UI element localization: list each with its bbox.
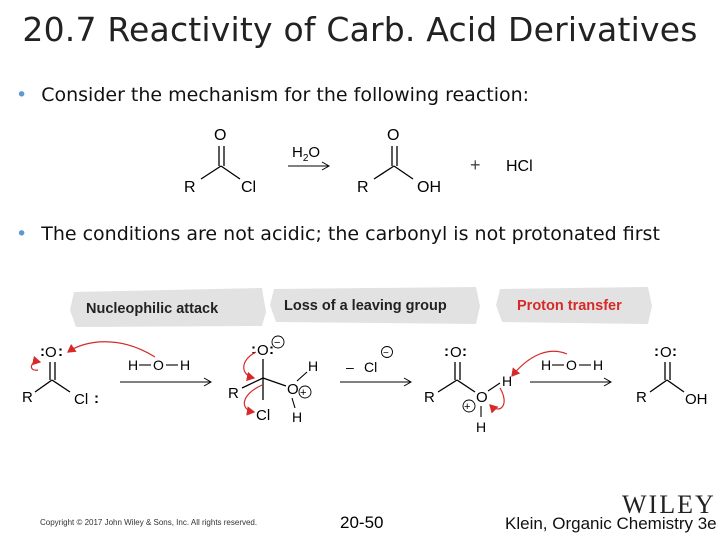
mech-arrow-2 <box>340 347 411 387</box>
svg-text:H: H <box>128 357 139 373</box>
curved-arrow <box>512 351 567 376</box>
svg-text:+: + <box>300 387 307 399</box>
step-band-leaving-group <box>270 287 480 324</box>
svg-text:O: O <box>660 344 672 361</box>
mech-water <box>128 357 190 373</box>
mech-tetrahedral-intermediate <box>228 336 318 425</box>
mech-protonated-acid <box>424 343 512 435</box>
svg-text:O: O <box>257 342 269 359</box>
slide-title: 20.7 Reactivity of Carb. Acid Derivatives <box>22 10 698 49</box>
svg-text:H: H <box>308 358 319 374</box>
byproduct-label: HCl <box>506 158 533 175</box>
atom-label: Cl <box>241 179 257 196</box>
svg-text:O: O <box>450 344 462 361</box>
svg-text:Cl: Cl <box>74 391 89 408</box>
svg-text:R: R <box>424 389 435 406</box>
svg-text:Cl: Cl <box>364 359 378 375</box>
step-label: Proton transfer <box>517 298 622 314</box>
svg-text:−: − <box>274 337 281 349</box>
svg-text:R: R <box>228 385 239 402</box>
svg-text::: : <box>462 343 467 360</box>
svg-text:H: H <box>541 357 552 373</box>
atom-label: OH <box>417 179 441 196</box>
svg-text:–: – <box>346 359 354 375</box>
svg-text:H: H <box>593 357 604 373</box>
page-number: 20-50 <box>340 513 384 532</box>
svg-text:O: O <box>476 389 488 406</box>
svg-text:H: H <box>502 373 513 389</box>
curved-arrow <box>490 388 504 409</box>
svg-text:Cl: Cl <box>256 407 271 424</box>
step-band-nucleophilic <box>70 288 266 327</box>
curved-arrow <box>31 362 40 370</box>
atom-label: O <box>387 127 400 144</box>
step-label: Nucleophilic attack <box>86 301 219 317</box>
svg-text:R: R <box>636 389 647 406</box>
mech-acyl-chloride <box>22 343 99 408</box>
curved-arrow <box>68 342 155 357</box>
bullet-icon: • <box>16 84 28 106</box>
svg-text::: : <box>269 341 274 358</box>
svg-text:+: + <box>464 401 471 413</box>
plus-sign: + <box>470 155 481 175</box>
atom-label: R <box>357 179 369 196</box>
bullet-icon: • <box>16 223 28 245</box>
svg-text::: : <box>672 343 677 360</box>
svg-text:OH: OH <box>685 391 708 408</box>
svg-text:R: R <box>22 389 33 406</box>
bullet-text: Consider the mechanism for the following reaction: <box>41 84 530 106</box>
svg-text::: : <box>40 343 45 360</box>
reagent-label: $H_2O$ <box>292 144 321 164</box>
svg-text::: : <box>444 343 449 360</box>
svg-text:O: O <box>287 381 299 398</box>
svg-text::: : <box>94 390 99 407</box>
bullet-text: The conditions are not acidic; the carbonyl is not protonated first <box>41 223 660 245</box>
mech-water-base <box>541 357 603 373</box>
atom-label: O <box>214 127 227 144</box>
svg-text:−: − <box>383 348 389 359</box>
copyright-text: Copyright © 2017 John Wiley & Sons, Inc. All rights reserved. <box>40 518 258 527</box>
svg-text:H: H <box>292 409 303 425</box>
svg-text:O: O <box>45 344 57 361</box>
svg-text::: : <box>58 343 63 360</box>
step-band-proton-transfer <box>496 287 652 324</box>
atom-label: R <box>184 179 196 196</box>
svg-text:H: H <box>180 357 191 373</box>
mech-carboxylic-acid <box>636 343 708 408</box>
svg-text:O: O <box>566 357 577 373</box>
svg-text:H: H <box>476 419 487 435</box>
publisher-logo: WILEY <box>622 490 716 519</box>
svg-text::: : <box>251 341 256 358</box>
svg-text::: : <box>654 343 659 360</box>
svg-text:O: O <box>153 357 164 373</box>
step-label: Loss of a leaving group <box>284 298 447 314</box>
book-citation: Klein, Organic Chemistry 3e <box>505 514 717 533</box>
